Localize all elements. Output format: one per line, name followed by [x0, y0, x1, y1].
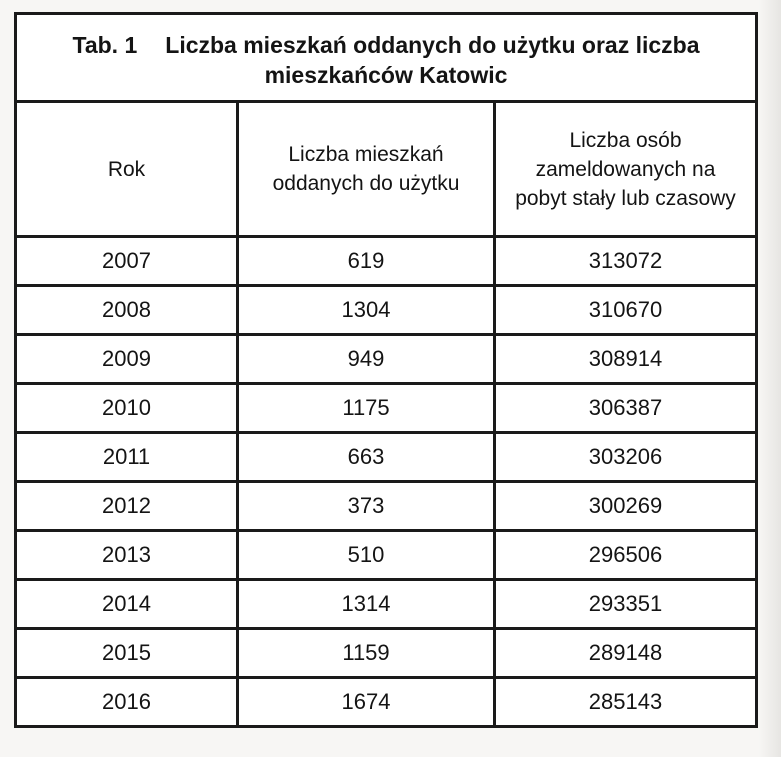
cell-residents: 293351 [495, 580, 757, 629]
cell-residents: 313072 [495, 237, 757, 286]
caption-row [16, 14, 757, 102]
cell-year: 2015 [16, 629, 238, 678]
cell-year: 2016 [16, 678, 238, 727]
cell-year: 2010 [16, 384, 238, 433]
cell-apartments: 1314 [238, 580, 495, 629]
column-header-year [16, 102, 238, 237]
cell-year: 2014 [16, 580, 238, 629]
cell-residents: 306387 [495, 384, 757, 433]
cell-apartments: 373 [238, 482, 495, 531]
table-title: Liczba mieszkań oddanych do użytku oraz liczba mieszkańców Katowic [165, 31, 700, 88]
table-row [16, 433, 757, 482]
column-header-label: Rok [107, 157, 146, 181]
data-table [14, 12, 758, 728]
cell-year: 2008 [16, 286, 238, 335]
table-row [16, 384, 757, 433]
cell-apartments: 1175 [238, 384, 495, 433]
cell-residents: 285143 [495, 678, 757, 727]
table-row [16, 335, 757, 384]
page-edge-shadow [759, 0, 781, 757]
cell-apartments: 619 [238, 237, 495, 286]
column-header-label: Liczba mieszkań oddanych do użytku [272, 143, 460, 195]
cell-residents: 310670 [495, 286, 757, 335]
cell-apartments: 510 [238, 531, 495, 580]
cell-year: 2011 [16, 433, 238, 482]
table-row [16, 531, 757, 580]
cell-residents: 289148 [495, 629, 757, 678]
table-row [16, 237, 757, 286]
table-caption [16, 14, 757, 102]
cell-year: 2007 [16, 237, 238, 286]
cell-residents: 296506 [495, 531, 757, 580]
table-row [16, 286, 757, 335]
table-number: Tab. 1 [72, 31, 138, 58]
table-row [16, 629, 757, 678]
cell-year: 2012 [16, 482, 238, 531]
table-row [16, 482, 757, 531]
table-row [16, 678, 757, 727]
table-row [16, 580, 757, 629]
cell-year: 2009 [16, 335, 238, 384]
cell-apartments: 1304 [238, 286, 495, 335]
cell-apartments: 949 [238, 335, 495, 384]
column-header-label: Liczba osób zameldowanych na pobyt stały lub czasowy [515, 128, 736, 210]
column-header-apartments [238, 102, 495, 237]
cell-apartments: 663 [238, 433, 495, 482]
column-header-residents [495, 102, 757, 237]
cell-residents: 308914 [495, 335, 757, 384]
cell-residents: 300269 [495, 482, 757, 531]
cell-residents: 303206 [495, 433, 757, 482]
cell-year: 2013 [16, 531, 238, 580]
cell-apartments: 1674 [238, 678, 495, 727]
cell-apartments: 1159 [238, 629, 495, 678]
header-row [16, 102, 757, 237]
